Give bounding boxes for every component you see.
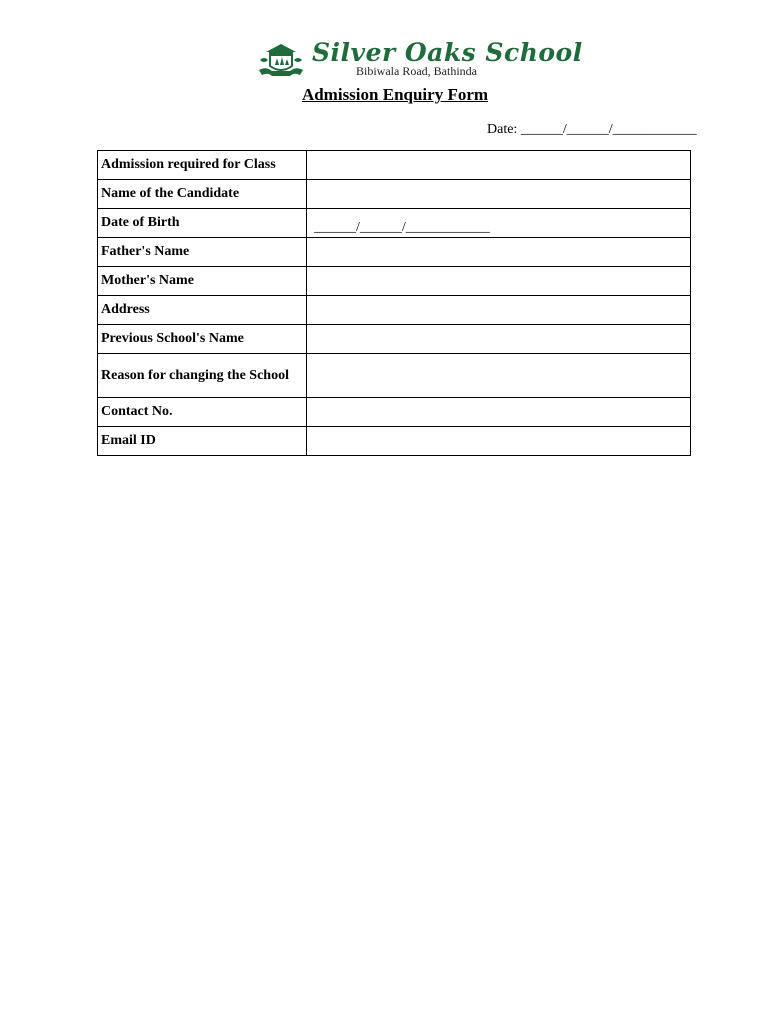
father-name-field[interactable] <box>307 238 691 267</box>
field-label: Address <box>98 296 307 325</box>
date-field[interactable]: Date: ______/______/____________ <box>487 122 697 137</box>
field-label: Previous School's Name <box>98 325 307 354</box>
form-row-candidate-name <box>98 180 691 209</box>
school-header <box>0 40 768 80</box>
candidate-name-field[interactable] <box>307 180 691 209</box>
form-row-previous-school <box>98 325 691 354</box>
field-label: Date of Birth <box>98 209 307 238</box>
class-field[interactable] <box>307 151 691 180</box>
field-label: Father's Name <box>98 238 307 267</box>
mother-name-field[interactable] <box>307 267 691 296</box>
form-row-mother-name <box>98 267 691 296</box>
previous-school-field[interactable] <box>307 325 691 354</box>
school-address: Bibiwala Road, Bathinda <box>356 64 477 78</box>
field-label: Email ID <box>98 427 307 456</box>
field-label: Mother's Name <box>98 267 307 296</box>
field-label: Name of the Candidate <box>98 180 307 209</box>
enquiry-form-table <box>97 150 691 456</box>
address-field[interactable] <box>307 296 691 325</box>
form-row-date-of-birth <box>98 209 691 238</box>
form-row-address <box>98 296 691 325</box>
form-row-reason <box>98 354 691 398</box>
field-label: Contact No. <box>98 398 307 427</box>
form-row-email <box>98 427 691 456</box>
date-of-birth-blanks: ______/______/____________ <box>314 220 490 235</box>
form-row-class <box>98 151 691 180</box>
form-title: Admission Enquiry Form <box>301 85 489 104</box>
field-label: Admission required for Class <box>98 151 307 180</box>
date-of-birth-field[interactable] <box>307 209 691 238</box>
email-field[interactable] <box>307 427 691 456</box>
reason-field[interactable] <box>307 354 691 398</box>
contact-field[interactable] <box>307 398 691 427</box>
form-row-father-name <box>98 238 691 267</box>
school-name: Silver Oaks School <box>312 38 583 67</box>
school-crest-logo <box>256 42 306 80</box>
field-label: Reason for changing the School <box>98 354 307 398</box>
form-row-contact <box>98 398 691 427</box>
